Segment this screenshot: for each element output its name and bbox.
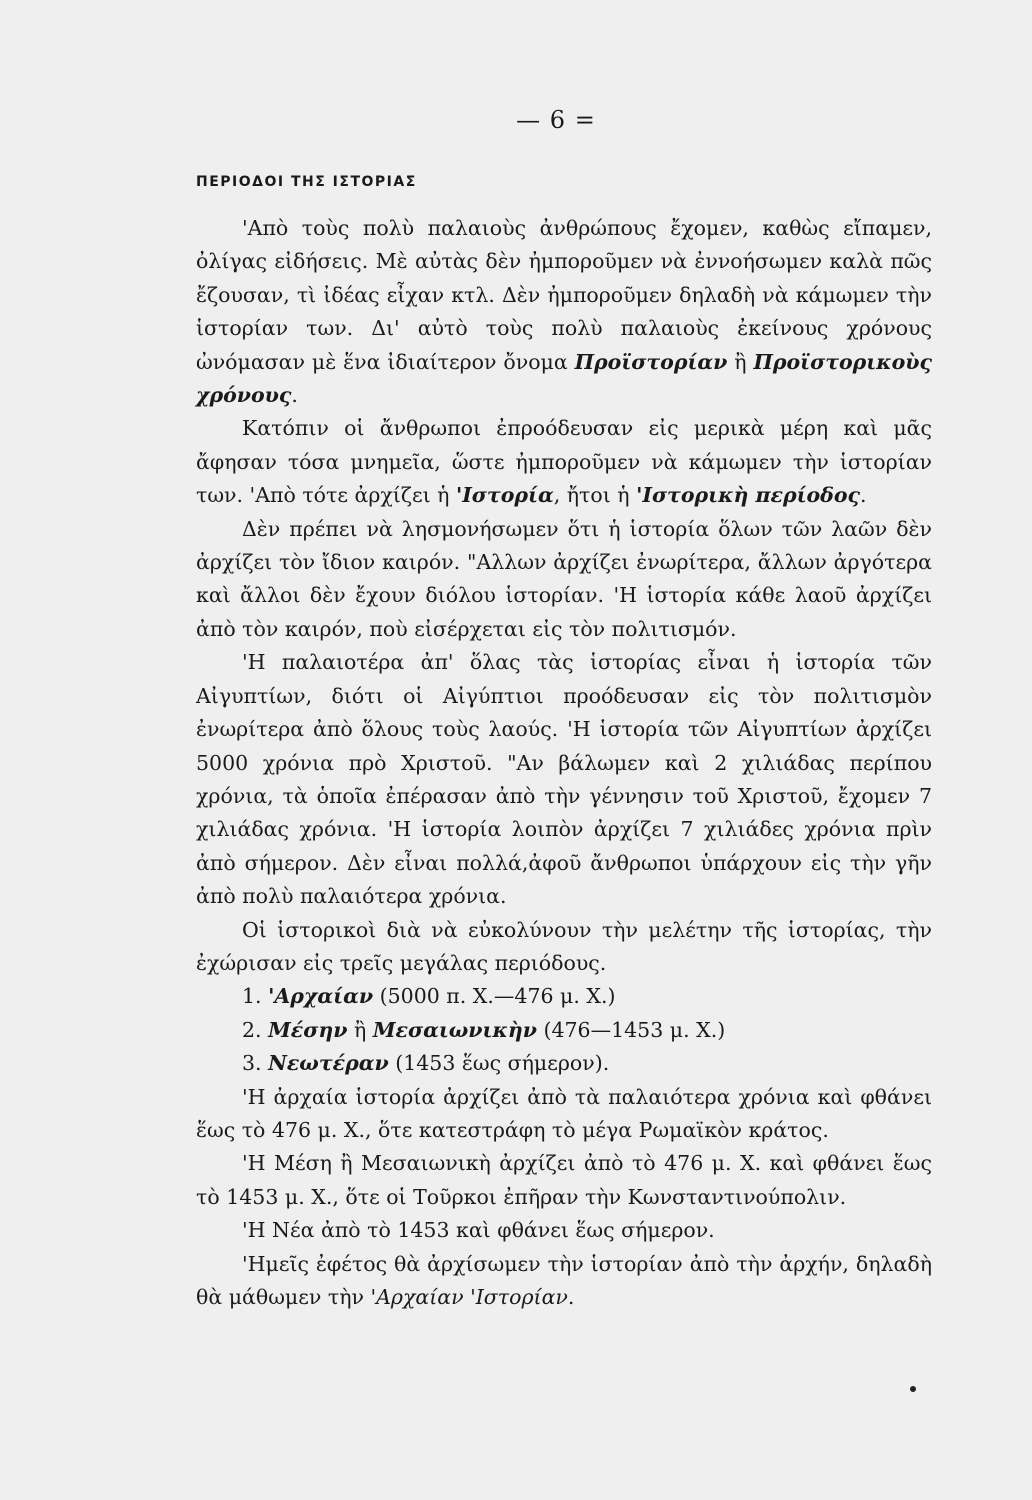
- paragraph-8: 'Η Νέα ἀπὸ τὸ 1453 καὶ φθάνει ἕως σήμερον.: [242, 1218, 715, 1243]
- paragraph-2: Κατόπιν οἱ ἄνθρωποι ἐπροόδευσαν εἰς μερικὰ μέρη καὶ μᾶς ἄφησαν τόσα μνημεῖα, ὥστε ἠμποροῦμεν νὰ κάμωμεν τὴν ἱστορίαν των. 'Απὸ τότε ἀρχίζει ἡ 'Ιστορία, ἤτοι ἡ 'Ιστορικὴ περίοδος.: [196, 416, 932, 508]
- body-text: [196, 212, 932, 1314]
- page-number: — 6 =: [516, 106, 596, 134]
- list-item-ancient: 1. 'Αρχαίαν (5000 π. Χ.—476 μ. Χ.): [242, 984, 616, 1009]
- paragraph-3: Δὲν πρέπει νὰ λησμονήσωμεν ὅτι ἡ ἱστορία ὅλων τῶν λαῶν δὲν ἀρχίζει τὸν ἴδιον καιρόν. "Αλλων ἀρχίζει ἐνωρίτερα, ἄλλων ἀργότερα καὶ ἄλλοι δὲν ἔχουν διόλου ἱστορίαν. 'Η ἱστορία κάθε λαοῦ ἀρχίζει ἀπὸ τὸν καιρόν, ποὺ εἰσέρχεται εἰς τὸν πολιτισμόν.: [196, 516, 932, 641]
- paragraph-4: 'Η παλαιοτέρα ἀπ' ὅλας τὰς ἱστορίας εἶναι ἡ ἱστορία τῶν Αἰγυπτίων, διότι οἱ Αἰγύπτιοι προόδευσαν εἰς τὸν πολιτισμὸν ἐνωρίτερα ἀπὸ ὅλους τοὺς λαούς. 'Η ἱστορία τῶν Αἰγυπτίων ἀρχίζει 5000 χρόνια πρὸ Χριστοῦ. "Αν βάλωμεν καὶ 2 χιλιάδας περίπου χρόνια, τὰ ὁποῖα ἐπέρασαν ἀπὸ τὴν γέννησιν τοῦ Χριστοῦ, ἔχομεν 7 χιλιάδας χρόνια. 'Η ἱστορία λοιπὸν ἀρχίζει 7 χιλιάδες χρόνια πρὶν ἀπὸ σήμερον. Δὲν εἶναι πολλά,ἀφοῦ ἄνθρωποι ὑπάρχουν εἰς τὴν γῆν ἀπὸ πολὺ παλαιότερα χρόνια.: [196, 650, 932, 909]
- paragraph-7: 'Η Μέση ἢ Μεσαιωνικὴ ἀρχίζει ἀπὸ τὸ 476 μ. Χ. καὶ φθάνει ἕως τὸ 1453 μ. Χ., ὅτε οἱ Τοῦρκοι ἐπῆραν τὴν Κωνσταντινούπολιν.: [196, 1151, 932, 1209]
- list-item-medieval: 2. Μέσην ἢ Μεσαιωνικὴν (476—1453 μ. Χ.): [242, 1017, 726, 1042]
- paragraph-1: 'Απὸ τοὺς πολὺ παλαιοὺς ἀνθρώπους ἔχομεν, καθὼς εἴπαμεν, ὀλίγας εἰδήσεις. Μὲ αὐτὰς δὲν ἠμποροῦμεν νὰ ἐννοήσωμεν καλὰ πῶς ἔζουσαν, τὶ ἰδέας εἶχαν κτλ. Δὲν ἠμποροῦμεν δηλαδὴ νὰ κάμωμεν τὴν ἱστορίαν των. Δι' αὐτὸ τοὺς πολὺ παλαιοὺς ἐκείνους χρόνους ὠνόμασαν μὲ ἕνα ἰδιαίτερον ὄνομα Προϊστορίαν ἢ Προϊστορικοὺς χρόνους.: [196, 216, 932, 408]
- section-heading: ΠΕΡΙΟΔΟΙ ΤΗΣ ΙΣΤΟΡΙΑΣ: [196, 174, 417, 190]
- paragraph-9: 'Ημεῖς ἐφέτος θὰ ἀρχίσωμεν τὴν ἱστορίαν ἀπὸ τὴν ἀρχήν, δηλαδὴ θὰ μάθωμεν τὴν 'Αρχαίαν 'Ιστορίαν.: [196, 1251, 932, 1309]
- list-item-modern: 3. Νεωτέραν (1453 ἕως σήμερον).: [242, 1051, 610, 1076]
- paragraph-5: Οἱ ἱστορικοὶ διὰ νὰ εὐκολύνουν τὴν μελέτην τῆς ἱστορίας, τὴν ἐχώρισαν εἰς τρεῖς μεγάλας περιόδους.: [196, 917, 932, 975]
- ink-dot: [910, 1386, 916, 1392]
- paragraph-6: 'Η ἀρχαία ἱστορία ἀρχίζει ἀπὸ τὰ παλαιότερα χρόνια καὶ φθάνει ἕως τὸ 476 μ. Χ., ὅτε κατεστράφη τὸ μέγα Ρωμαϊκὸν κράτος.: [196, 1084, 932, 1142]
